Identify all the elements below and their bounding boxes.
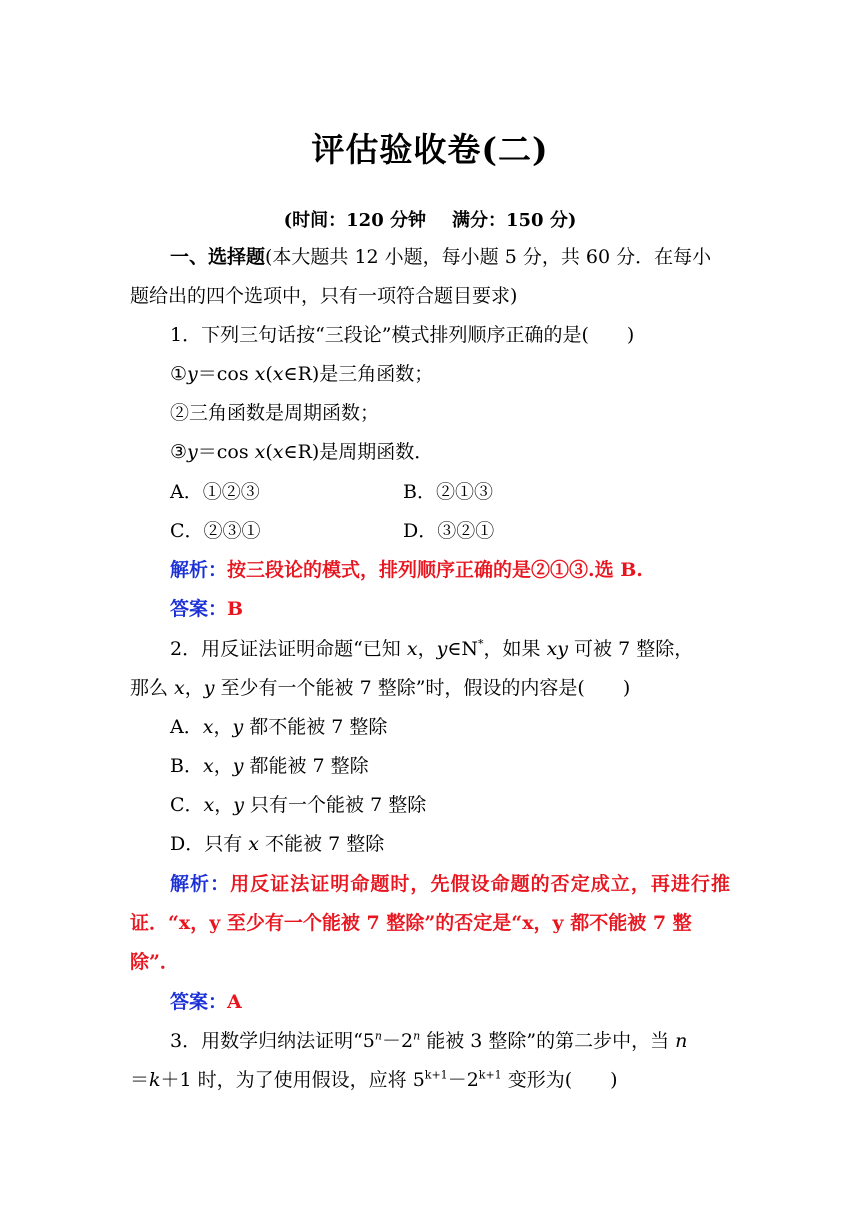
q1-s1-x1: x [254, 363, 266, 385]
q2-option-c [170, 791, 730, 819]
q2-answer-value: A [227, 991, 242, 1013]
q1-analysis [170, 556, 730, 584]
q2-opt-b-post: 都能被 7 整除 [243, 755, 369, 777]
q1-option-c: C．②③① [170, 520, 261, 542]
q2-l1-b: ， [417, 638, 437, 660]
exam-score: 满分：150 分) [452, 210, 577, 231]
q2-l2-b: ， [184, 677, 204, 699]
q3-stem-line-2 [130, 1066, 730, 1094]
q2-l1-e: 可被 7 整除， [568, 638, 694, 660]
q3-l1-a: 3．用数学归纳法证明“5 [170, 1030, 375, 1052]
q2-opt-a-y: y [232, 716, 244, 738]
q2-analysis-label: 解析： [170, 873, 231, 895]
q2-analysis-text-1: 用反证法证明命题时，先假设命题的否定成立，再进行推 [230, 873, 730, 895]
q2-l2-c: 至少有一个能被 7 整除”时，假设的内容是( ) [214, 677, 631, 699]
q3-l1-n3: n [675, 1030, 688, 1052]
q2-stem-line-2 [130, 674, 730, 702]
q2-analysis-line-3: 除”． [130, 951, 179, 973]
q2-opt-c-x: x [203, 794, 215, 816]
q2-opt-a-x: x [202, 716, 214, 738]
q1-s3-post: ∈R)是周期函数． [283, 441, 434, 463]
q2-opt-a-comma: ， [213, 716, 233, 738]
q2-l2-y: y [203, 677, 215, 699]
q3-l2-exp-1: k+1 [424, 1068, 448, 1082]
q2-opt-b-pre: B． [170, 755, 203, 777]
q3-l1-n2: n [413, 1029, 421, 1043]
q2-l2-x: x [174, 677, 185, 699]
q1-s3-mid: ＝cos [197, 441, 255, 463]
q2-opt-d-x: x [248, 833, 259, 855]
q2-option-d [170, 830, 730, 858]
exam-time: (时间：120 分钟 [283, 210, 426, 231]
q2-opt-a-post: 都不能被 7 整除 [243, 716, 388, 738]
q1-s1-y: y [187, 363, 198, 385]
q2-l1-c: ∈N [447, 638, 479, 660]
q3-l2-b: ＋1 时，为了使用假设，应将 5 [160, 1069, 425, 1091]
q2-opt-a-pre: A． [170, 716, 203, 738]
q3-l1-n1: n [374, 1029, 382, 1043]
q2-opt-b-y: y [232, 755, 244, 777]
q1-statement-2: ②三角函数是周期函数； [170, 402, 380, 424]
q1-answer-label: 答案： [170, 598, 228, 620]
q3-l1-b: －2 [382, 1030, 414, 1052]
q3-l2-exp-2: k+1 [478, 1068, 502, 1082]
q2-analysis-line-1 [170, 870, 730, 898]
q1-option-a: A．①②③ [170, 481, 260, 503]
q1-s1-post: ∈R)是三角函数； [283, 363, 434, 385]
q1-answer-value: B [227, 598, 244, 620]
q1-analysis-text: 按三段论的模式，排列顺序正确的是②①③.选 B. [227, 559, 643, 581]
q1-s3-paren: ( [265, 441, 273, 463]
q2-option-b [170, 752, 730, 780]
q2-opt-b-comma: ， [213, 755, 233, 777]
q2-opt-c-y: y [233, 794, 245, 816]
exam-meta [0, 206, 860, 232]
q2-stem-line-1 [170, 635, 730, 663]
q2-l1-x: x [406, 638, 418, 660]
q1-s3-x1: x [254, 441, 266, 463]
q2-option-a [170, 713, 730, 741]
q1-statement-3 [170, 438, 730, 466]
q2-answer-label: 答案： [170, 991, 228, 1013]
section-heading: 一、选择题 [170, 246, 266, 268]
q1-option-b: B．②①③ [403, 481, 493, 503]
page-title: 评估验收卷(二) [311, 130, 549, 169]
q2-opt-c-comma: ， [214, 794, 234, 816]
q2-l1-d: ，如果 [483, 638, 547, 660]
q1-statement-1 [170, 360, 730, 388]
q1-s1-num: ① [170, 363, 188, 385]
q2-opt-d-post: 不能被 7 整除 [259, 833, 385, 855]
q2-l1-a: 2．用反证法证明命题“已知 [170, 638, 407, 660]
q2-answer [170, 988, 730, 1016]
q1-answer [170, 595, 730, 623]
q1-s1-paren: ( [265, 363, 273, 385]
section-line-2: 题给出的四个选项中，只有一项符合题目要求) [130, 285, 518, 307]
q1-s3-y: y [187, 441, 198, 463]
q1-s3-num: ③ [170, 441, 188, 463]
q3-l2-d: 变形为( ) [501, 1069, 618, 1091]
q1-stem: 1．下列三句话按“三段论”模式排列顺序正确的是( ) [170, 324, 635, 346]
q1-s1-x2: x [272, 363, 284, 385]
q2-l1-star: * [478, 637, 484, 651]
q2-opt-d-pre: D．只有 [170, 833, 249, 855]
q2-analysis-line-2: 证．“x，y 至少有一个能被 7 整除”的否定是“x，y 都不能被 7 整 [130, 912, 692, 934]
q3-l2-k: k [149, 1069, 161, 1091]
q1-analysis-label: 解析： [170, 559, 228, 581]
q3-l2-a: ＝ [130, 1069, 150, 1091]
q1-s1-mid: ＝cos [197, 363, 255, 385]
q2-opt-c-post: 只有一个能被 7 整除 [244, 794, 427, 816]
q2-l1-y: y [436, 638, 448, 660]
q1-option-d: D．③②① [403, 520, 495, 542]
q3-l2-c: －2 [447, 1069, 479, 1091]
q3-stem-line-1 [170, 1027, 730, 1055]
q3-l1-c: 能被 3 整除”的第二步中，当 [420, 1030, 676, 1052]
q2-l1-xy: xy [546, 638, 569, 660]
q2-l2-a: 那么 [130, 677, 175, 699]
section-line-1 [170, 243, 730, 271]
q2-opt-b-x: x [202, 755, 214, 777]
q2-opt-c-pre: C． [170, 794, 204, 816]
section-desc-1: (本大题共 12 小题，每小题 5 分，共 60 分．在每小 [265, 246, 712, 268]
q1-s3-x2: x [272, 441, 284, 463]
